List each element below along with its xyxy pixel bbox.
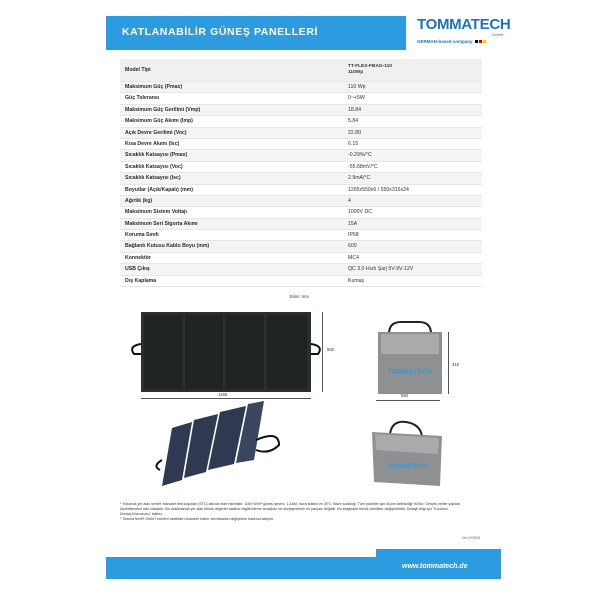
- panel-cell-4: [267, 315, 307, 389]
- spec-row: [120, 139, 482, 150]
- dim-line-height: [322, 312, 323, 392]
- spec-row: [120, 173, 482, 184]
- spec-row: [120, 128, 482, 139]
- spec-label: Güç Toleransı: [125, 95, 160, 102]
- spec-label: Maksimum Seri Sigorta Akımı: [125, 220, 198, 227]
- unit-note: Birim: mm: [290, 294, 309, 299]
- spec-label: Konnektör: [125, 254, 151, 261]
- header-banner: [106, 16, 406, 50]
- dim-line-bag-height: [448, 332, 449, 394]
- brand-logo: [404, 14, 512, 52]
- spec-label: Maksimum Güç (Pmax): [125, 84, 183, 90]
- spec-label: Sıcaklık Katsayısı (Voc): [125, 163, 183, 170]
- panel-cell-3: [226, 315, 264, 389]
- spec-row: [120, 82, 482, 93]
- dim-line-bag-width: [376, 400, 440, 401]
- spec-value: [230, 59, 482, 81]
- spec-value: 18.84: [348, 106, 361, 113]
- spec-label: Maksimum Güç Akımı (Imp): [125, 118, 193, 125]
- model-power: 110Wp: [348, 70, 364, 75]
- spec-value: 6.15: [348, 140, 359, 147]
- spec-value: -55.68mV/°C: [348, 163, 378, 170]
- spec-label: Koruma Sınıfı: [125, 232, 159, 239]
- model-name: TT-FLEX-FBAG-110: [348, 64, 392, 69]
- spec-row: [120, 185, 482, 196]
- spec-label: Model Tipi: [125, 67, 151, 73]
- dim-open-height: 550: [327, 347, 334, 352]
- spec-value: MC4: [348, 254, 359, 261]
- spec-value: 4: [348, 197, 351, 204]
- spec-row: [120, 116, 482, 127]
- spec-row-model: [120, 59, 482, 82]
- spec-label: Kısa Devre Akımı (Isc): [125, 140, 180, 147]
- panel-cell-2: [185, 315, 223, 389]
- spec-row: [120, 207, 482, 218]
- spec-row: [120, 276, 482, 287]
- spec-label: Açık Devre Gerilimi (Voc): [125, 129, 187, 136]
- flag-stripe-gold-icon: [483, 40, 486, 43]
- spec-label: Ağırlık (kg): [125, 197, 153, 204]
- spec-row: [120, 264, 482, 275]
- panel-cell-1: [144, 315, 182, 389]
- spec-label: Bağlantı Kutusu Kablo Boyu (mm): [125, 243, 210, 250]
- spec-label: Sıcaklık Katsayısı (Isc): [125, 175, 181, 182]
- spec-row: [120, 219, 482, 230]
- spec-value: QC 3.0 Hızlı Şarj 5V-9V-12V: [348, 266, 414, 273]
- version-label: Ver.2Y0525: [462, 536, 481, 540]
- flag-stripe-black-icon: [475, 40, 478, 43]
- dim-line-width: [141, 398, 311, 399]
- spec-label: Maksimum Güç Gerilimi (Vmp): [125, 106, 201, 113]
- spec-row: [120, 241, 482, 252]
- handle-right-icon: [256, 436, 279, 452]
- footnote-line: * TommaTech® GmbH ürünleri özellikleri önceden haber vermeksizin değiştirme hakkına sahiptir.: [120, 517, 274, 521]
- spec-row: [120, 93, 482, 104]
- bag-logo: TOMMATECH: [387, 369, 433, 376]
- footnote-line: ölçümlemeleri tabi olacaktır. Bu dokümanda yer alan teknik değerler sadece bilgilendirme amaçlıdır ve sözleşmelerin bir parçası değildir. Bu belgedeki teknik özellikler değiştirilebilir. Detaylı bilgi için "Kurulum: [120, 507, 448, 511]
- bag-logo: TOMMATECH: [388, 464, 428, 470]
- spec-label: Maksimum Sistem Voltajı: [125, 209, 187, 216]
- spec-value: 600: [348, 243, 357, 250]
- spec-value: IP68: [348, 232, 359, 239]
- panel-perspective-drawing: [154, 400, 284, 490]
- footnote-line: * Yukarıda yer alan veriler, standart test koşulları (STC) altında elde edilmiştir: 1000 W/m² güneş ışınımı, 1.5AM, hava kütlesi ve 25°C hücre sıcaklığı. Tüm paneller için ölçüm belirsizliği %3'tür. Gerçek veriler yapılan: [120, 502, 461, 506]
- logo-text: TOMMATECH: [417, 16, 511, 33]
- spec-label: USB Çıkış: [125, 266, 150, 273]
- spec-table: [120, 59, 482, 287]
- spec-row: [120, 150, 482, 161]
- spec-value: 15A: [348, 220, 358, 227]
- spec-value: 110 Wp: [348, 84, 366, 90]
- flag-stripe-red-icon: [479, 40, 482, 43]
- spec-value: 22.80: [348, 129, 361, 136]
- spec-label: Boyutlar (Açık/Kapalı) (mm): [125, 186, 194, 193]
- dim-bag-height: 315: [452, 362, 459, 367]
- folded-bag-drawing: [375, 320, 445, 396]
- bag-flap: [381, 334, 439, 354]
- handle-left-icon: [156, 460, 162, 470]
- footer-notch: [106, 549, 376, 557]
- spec-row: [120, 105, 482, 116]
- footnotes: [120, 502, 500, 522]
- dim-open-width: 1265: [218, 392, 228, 397]
- spec-label: Dış Kaplama: [125, 277, 157, 284]
- spec-row: [120, 253, 482, 264]
- spec-value: 0~+5W: [348, 95, 365, 102]
- spec-label: Sıcaklık Katsayısı (Pmax): [125, 152, 188, 159]
- page-title: KATLANABİLİR GÜNEŞ PANELLERİ: [122, 26, 319, 38]
- folded-bag-perspective-drawing: [368, 418, 448, 490]
- spec-value: Kumaş: [348, 277, 365, 284]
- logo-gmbh: GmbH: [492, 32, 504, 37]
- spec-value: 1000V DC: [348, 209, 372, 216]
- spec-row: [120, 196, 482, 207]
- spec-value: 5.84: [348, 118, 359, 125]
- spec-value: -0.29%/°C: [348, 152, 372, 159]
- handle-left-icon: [132, 344, 141, 354]
- spec-row: [120, 230, 482, 241]
- spec-value: 2.9mA/°C: [348, 175, 371, 182]
- logo-tagline-text: GERMAN-based company: [417, 39, 473, 44]
- website-link[interactable]: www.tommatech.de: [402, 563, 468, 570]
- logo-tagline: [417, 39, 486, 44]
- spec-value: 1265x550x6 / 550x315x24: [348, 186, 409, 193]
- handle-right-icon: [311, 344, 320, 354]
- spec-row: [120, 162, 482, 173]
- footnote-line: Montaj Kılavuzunu" talimiz.: [120, 512, 164, 516]
- dim-bag-width: 550: [401, 393, 408, 398]
- open-panel-drawing: [128, 304, 328, 396]
